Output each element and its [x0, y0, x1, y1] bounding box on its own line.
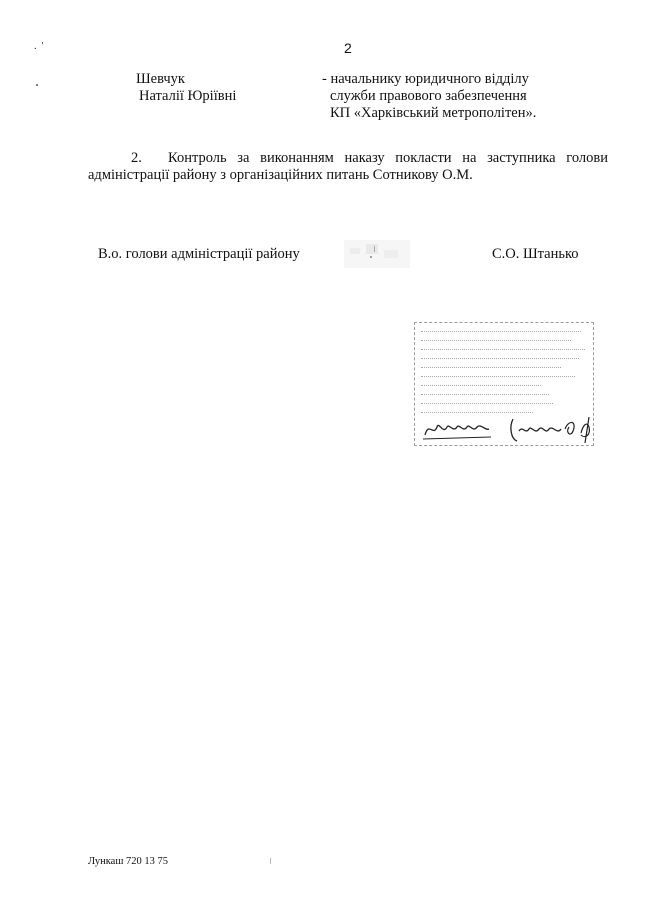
handwritten-signature-icon [419, 413, 595, 445]
margin-dot [36, 84, 38, 86]
margin-mark: . ' [34, 40, 45, 52]
addressee-given-names: Наталії Юріївні [139, 88, 237, 104]
approval-stamp [414, 322, 594, 446]
signature-name: С.О. Штанько [492, 246, 579, 262]
redacted-signature [344, 240, 410, 268]
addressee-surname: Шевчук [136, 71, 185, 87]
executor-footer: Лункаш 720 13 75 [88, 856, 169, 867]
addressee-position-line2: служби правового забезпечення [330, 88, 527, 104]
addressee-position-line3: КП «Харківський метрополітен». [330, 105, 537, 121]
page-number: 2 [344, 40, 352, 56]
scan-mark [270, 858, 271, 864]
item-2-text: Контроль за виконанням наказу покласти на заступника голови адміністрації району з організаційних питань Сотникову О.М. [88, 150, 608, 183]
item-2-number: 2. [131, 150, 142, 166]
item-2-paragraph [88, 150, 608, 184]
addressee-position-line1: - начальнику юридичного відділу [322, 71, 529, 87]
signature-title: В.о. голови адміністрації району [98, 246, 300, 262]
